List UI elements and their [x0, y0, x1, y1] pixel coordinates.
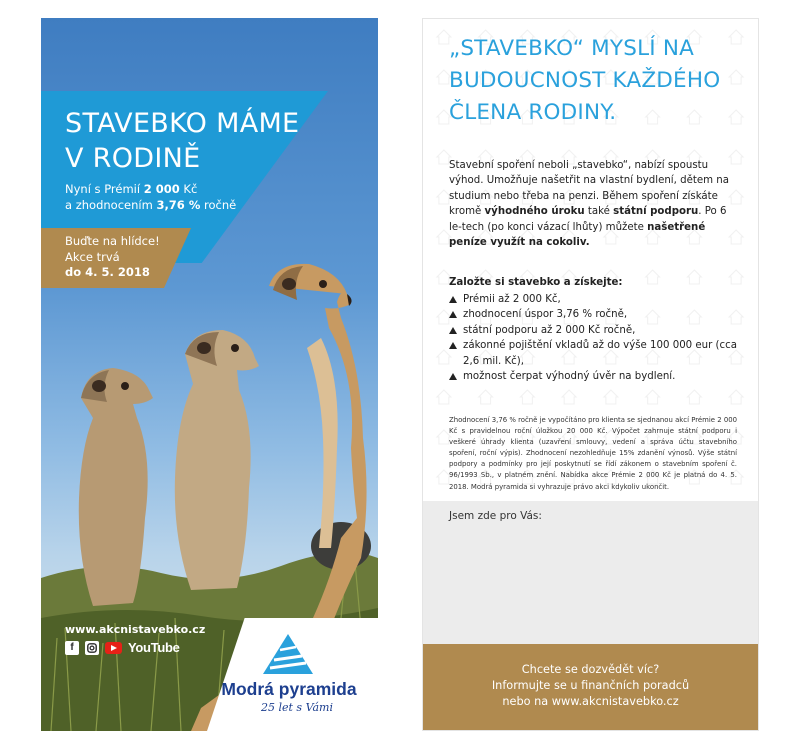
footer-line-1: Chcete se dozvědět víc?	[521, 663, 660, 676]
list-item-text: Prémii až 2 000 Kč,	[463, 294, 561, 305]
intro-bold: státní podporu	[613, 206, 699, 218]
list-triangle-icon	[449, 296, 457, 303]
list-item	[449, 292, 744, 307]
sub-text: a zhodnocením	[65, 198, 157, 212]
intro-text: . Po 6 le-tech (po konci vázací lhůty) můžete	[449, 206, 727, 233]
list-item	[449, 323, 744, 338]
youtube-icon[interactable]	[105, 642, 122, 654]
contact-label: Jsem zde pro Vás:	[449, 510, 542, 522]
promo-text	[65, 234, 160, 281]
promo-line-1: Buďte na hlídce!	[65, 234, 160, 248]
contact-box	[423, 501, 758, 644]
website-link[interactable]: www.akcnistavebko.cz	[65, 623, 206, 636]
benefits-list	[449, 292, 744, 384]
list-item	[449, 369, 744, 384]
sub-bold: 3,76 %	[156, 198, 201, 212]
intro-text: také	[584, 206, 614, 218]
list-item-text: zákonné pojištění vkladů až do výše 100 000 eur (cca 2,6 mil. Kč),	[463, 340, 737, 367]
list-triangle-icon	[449, 327, 457, 334]
list-triangle-icon	[449, 342, 457, 349]
list-item-text: zhodnocení úspor 3,76 % ročně,	[463, 309, 628, 321]
list-item	[449, 307, 744, 322]
footer-line-2: Informujte se u finančních poradců	[491, 679, 690, 692]
benefits-heading: Založte si stavebko a získejte:	[449, 277, 623, 288]
logo-name: Modrá pyramida	[221, 679, 357, 699]
intro-bold: našetřené peníze využít na cokoliv.	[449, 221, 706, 249]
headline-line-2: V RODINĚ	[65, 143, 201, 174]
sub-text: Kč	[179, 182, 198, 196]
list-item-text: možnost čerpat výhodný úvěr na bydlení.	[463, 371, 676, 383]
headline-line-1: STAVEBKO MÁME	[65, 108, 300, 139]
logo-tagline: 25 let s Vámi	[260, 701, 334, 714]
headline-subtitle	[65, 181, 236, 213]
promo-line-2: Akce trvá	[65, 249, 120, 264]
list-item	[449, 338, 744, 369]
title-line-2: BUDOUCNOST KAŽDÉHO	[449, 68, 721, 93]
footer-text	[423, 662, 758, 710]
pyramid-logo-icon	[262, 633, 314, 675]
footer-line-3[interactable]: nebo na www.akcnistavebko.cz	[502, 695, 679, 708]
youtube-label[interactable]: YouTube	[128, 640, 180, 655]
facebook-icon[interactable]: f	[65, 641, 79, 655]
social-links	[65, 640, 180, 655]
title-line-3: ČLENA RODINY.	[449, 100, 617, 125]
instagram-icon[interactable]	[85, 641, 99, 655]
promo-date: do 4. 5. 2018	[65, 265, 150, 279]
fine-print: Zhodnocení 3,76 % ročně je vypočítáno pro klienta se sjednanou akcí Prémie 2 000 Kč s pravidelnou roční úložkou 20 000 Kč. Výpočet zahrnuje státní podporu i veškeré úhrady klienta (uzavření smlouvy, vedení a správa účtu stavebního spoření, roční výpis). Zhodnocení nezohledňuje 15% zdanění výnosů. Výše státní podpory a podmínky pro její poskytnutí se řídí zákonem o stavebním spoření č. 96/1993 Sb., v platném znění. Nabídka akce Prémie 2 000 Kč je platná do 4. 5. 2018. Modrá pyramida si vyhrazuje právo akci kdykoliv ukončit.	[449, 416, 737, 491]
flyer-back-panel	[422, 18, 759, 731]
intro-bold: výhodného úroku	[484, 206, 585, 218]
sub-text: ročně	[200, 198, 237, 212]
title-line-1: „STAVEBKO“ MYSLÍ NA	[449, 36, 695, 61]
flyer-front-panel	[41, 18, 378, 731]
intro-text: Stavební spoření neboli „stavebko“, nabízí spoustu výhod. Umožňuje našetřit na vlastní bydlení, dětem na studium nebo třeba na penzi. Během spoření získáte kromě	[449, 160, 729, 218]
list-triangle-icon	[449, 373, 457, 380]
headline-title	[65, 106, 325, 176]
sub-bold: 2 000	[143, 182, 180, 196]
sub-text: Nyní s Prémií	[65, 182, 144, 196]
list-item-text: státní podporu až 2 000 Kč ročně,	[463, 324, 636, 336]
list-triangle-icon	[449, 311, 457, 318]
intro-paragraph	[449, 158, 739, 250]
page-title	[449, 33, 749, 129]
